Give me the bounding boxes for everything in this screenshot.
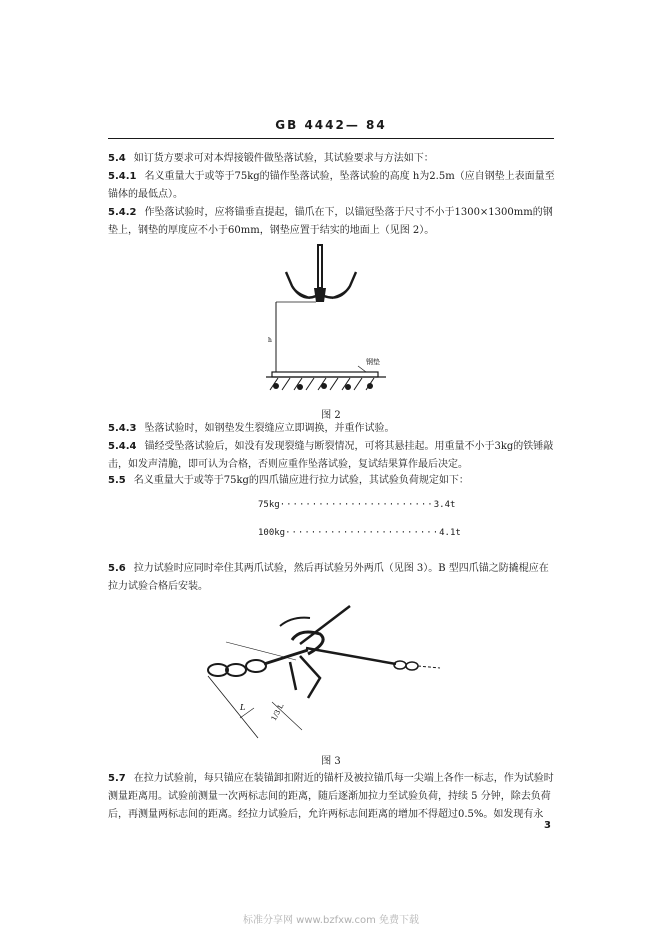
- clause-text: 锚经受坠落试验后，如没有发现裂缝与断裂情况，可将其悬挂起。用重量不小于3kg的铁锤敲击，如发声清脆，即可认为合格，否则应重作坠落试验，复试结果算作最后决定。: [108, 441, 554, 470]
- load-value: 4.1t: [439, 528, 461, 538]
- length-label: L: [240, 703, 246, 712]
- clause-5-6: [108, 560, 556, 596]
- clause-number: 5.4.4: [108, 441, 137, 452]
- clause-text: 名义重量大于或等于75kg的四爪锚应进行拉力试验，其试验负荷规定如下：: [133, 475, 469, 486]
- third-length-label: 1/3 L: [269, 702, 286, 723]
- clause-number: 5.4: [108, 153, 126, 164]
- load-row-100kg: [258, 528, 461, 538]
- leader-dots: ························: [285, 528, 440, 538]
- clause-text: 在拉力试验前，每只锚应在装锚卸扣附近的锚杆及被拉锚爪每一尖端上各作一标志，作为试验时测量距离用。试验前测量一次两标志间的距离，随后逐渐加拉力至试验负荷，持续 5 分钟，除去负荷后，再测量两标志间的距离。经拉力试验后，允许两标志间距离的增加不得超过0.5%。如发现有永: [108, 773, 554, 820]
- clause-number: 5.4.2: [108, 207, 137, 218]
- page-number: 3: [544, 820, 551, 831]
- figure-2-drop-test-diagram: [262, 240, 402, 405]
- leader-dots: ························: [279, 500, 434, 510]
- clause-5-4-1: [108, 168, 556, 204]
- height-label: h: [268, 337, 272, 344]
- clause-5-5: [108, 472, 556, 490]
- clause-text: 坠落试验时，如钢垫发生裂缝应立即调换，并重作试验。: [144, 423, 395, 434]
- standard-number: GB 4442— 84: [275, 118, 387, 132]
- clause-text: 拉力试验时应同时牵住其两爪试验，然后再试验另外两爪（见图 3）。B 型四爪锚之防撬棍应在拉力试验合格后安装。: [108, 563, 549, 592]
- load-weight: 100kg: [258, 528, 286, 538]
- clause-text: 如订货方要求可对本焊接锻件做坠落试验，其试验要求与方法如下：: [133, 153, 434, 164]
- clause-text: 作坠落试验时，应将锚垂直提起，锚爪在下，以锚冠坠落于尺寸不小于1300×1300mm的钢垫上，钢垫的厚度应不小于60mm，钢垫应置于结实的地面上（见图 2）。: [108, 207, 553, 236]
- header-rule: [108, 138, 554, 139]
- clause-5-4-2: [108, 204, 556, 240]
- figure-3-caption: 图 3: [321, 756, 341, 767]
- clause-5-4-4: [108, 438, 556, 474]
- clause-number: 5.6: [108, 563, 126, 574]
- steel-pad-label: 钢垫: [366, 358, 380, 366]
- load-row-75kg: [258, 500, 455, 510]
- figure-3-tension-test-diagram: [200, 598, 450, 748]
- clause-5-7: [108, 770, 556, 824]
- clause-number: 5.7: [108, 773, 126, 784]
- load-value: 3.4t: [433, 500, 456, 510]
- load-weight: 75kg: [258, 500, 280, 510]
- clause-5-4: [108, 150, 556, 168]
- watermark-footer: 标准分享网 www.bzfxw.com 免费下载: [243, 915, 419, 926]
- clause-text: 名义重量大于或等于75kg的锚作坠落试验，坠落试验的高度 h为2.5m（应自钢垫上表面量至锚体的最低点）。: [108, 171, 555, 200]
- figure-2-caption: 图 2: [321, 410, 341, 421]
- clause-number: 5.4.3: [108, 423, 137, 434]
- clause-number: 5.4.1: [108, 171, 137, 182]
- clause-number: 5.5: [108, 475, 126, 486]
- clause-5-4-3: [108, 420, 556, 438]
